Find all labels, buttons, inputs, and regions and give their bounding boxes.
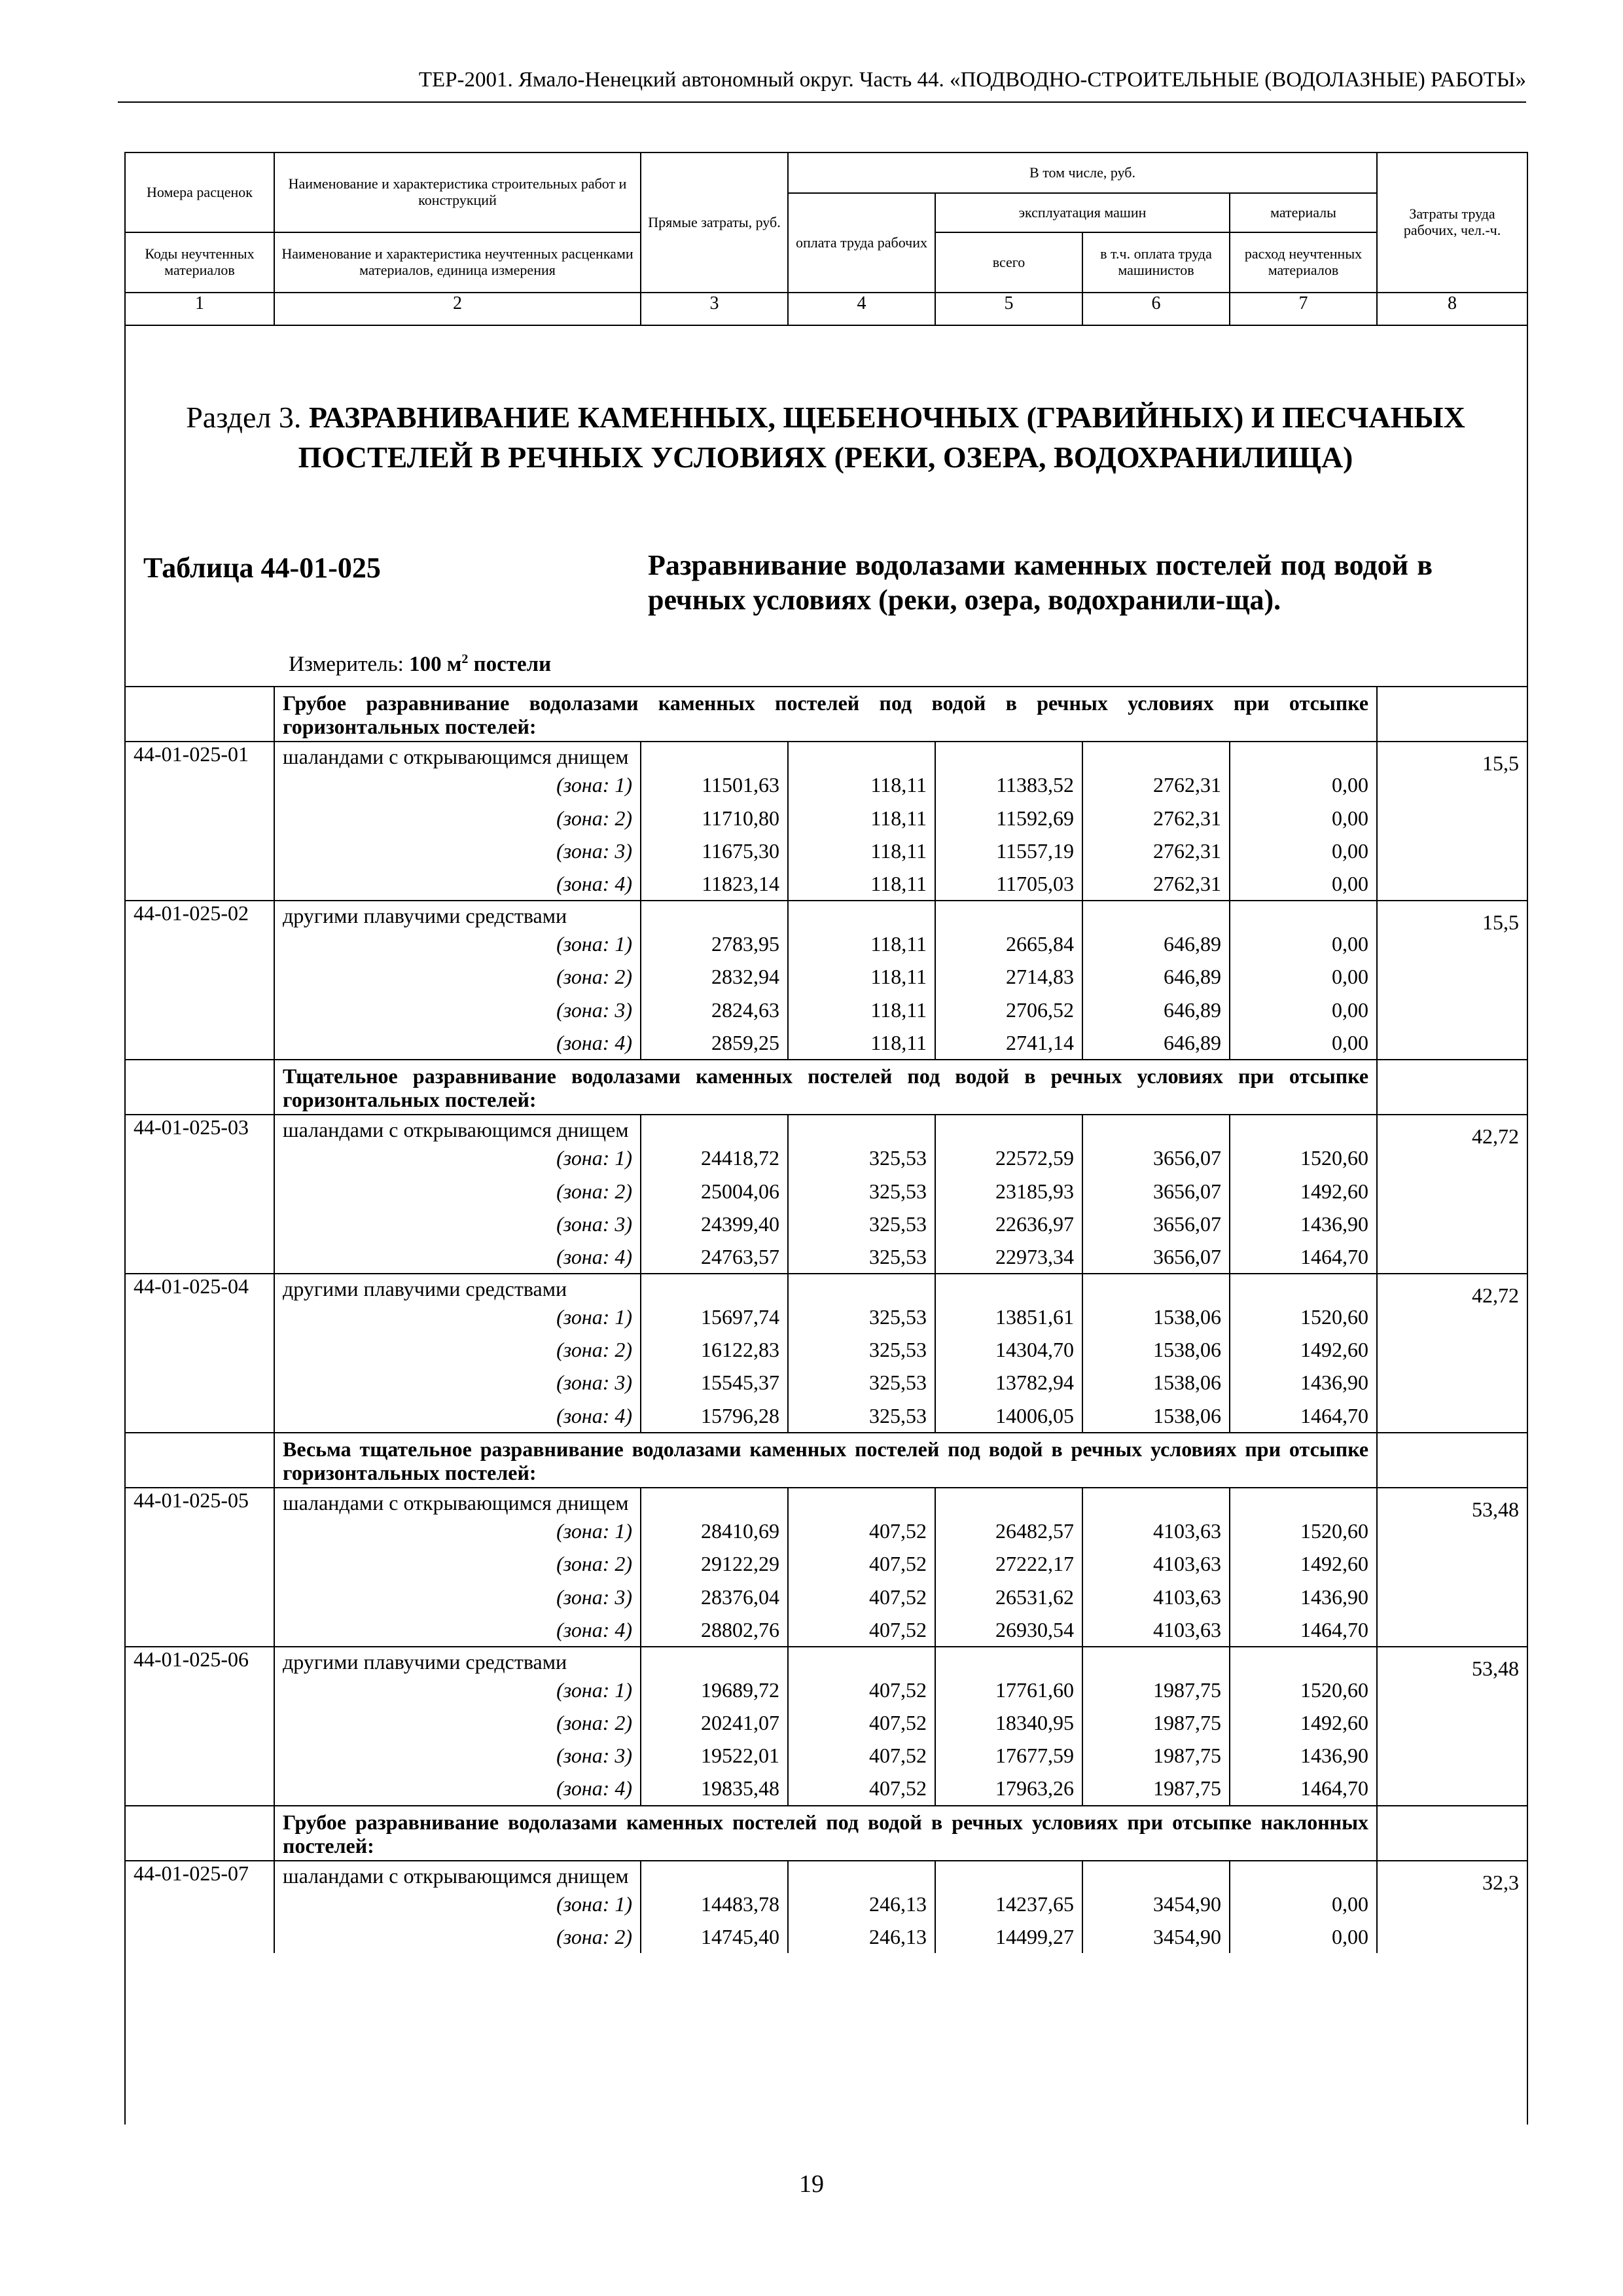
cell — [788, 1488, 935, 1515]
header-materials: материалы — [1230, 193, 1377, 232]
zone-row — [125, 1888, 1527, 1920]
zone-label: (зона: 4) — [274, 1240, 641, 1274]
materials: 0,00 — [1230, 1920, 1377, 1953]
materials: 0,00 — [1230, 802, 1377, 834]
cell — [641, 1488, 788, 1515]
worker-wages: 325,53 — [788, 1333, 935, 1366]
machines-total: 17761,60 — [935, 1674, 1082, 1706]
cell — [788, 1861, 935, 1888]
cell — [935, 1488, 1082, 1515]
machinist-wages: 2762,31 — [1082, 867, 1230, 901]
header-codes-bottom: Коды неучтенных материалов — [125, 232, 274, 293]
direct-costs: 24418,72 — [641, 1141, 788, 1174]
cell — [935, 1115, 1082, 1141]
column-number: 6 — [1082, 293, 1230, 325]
direct-costs: 14483,78 — [641, 1888, 788, 1920]
table-column-header — [124, 152, 1528, 326]
zone-label: (зона: 2) — [274, 960, 641, 993]
zone-row — [125, 1581, 1527, 1613]
zone-label: (зона: 1) — [274, 927, 641, 960]
page-number: 19 — [799, 2170, 824, 2198]
machines-total: 22973,34 — [935, 1240, 1082, 1274]
header-direct-costs: Прямые затраты, руб. — [641, 152, 788, 293]
machines-total: 18340,95 — [935, 1706, 1082, 1739]
rate-name: другими плавучими средствами — [274, 1274, 641, 1300]
zone-label: (зона: 2) — [274, 1706, 641, 1739]
zone-row — [125, 1772, 1527, 1805]
rate-name: другими плавучими средствами — [274, 901, 641, 927]
machinist-wages: 3656,07 — [1082, 1240, 1230, 1274]
machinist-wages: 4103,63 — [1082, 1515, 1230, 1547]
header-labor: Затраты труда рабочих, чел.-ч. — [1377, 152, 1527, 293]
section-title: РАЗРАВНИВАНИЕ КАМЕННЫХ, ЩЕБЕНОЧНЫХ (ГРАВИЙНЫХ) И ПЕСЧАНЫХ ПОСТЕЛЕЙ В РЕЧНЫХ УСЛОВИЯХ (РЕКИ, ОЗЕРА, ВОДОХРАНИЛИЩА) — [298, 401, 1465, 474]
machines-total: 11557,19 — [935, 834, 1082, 867]
header-codes-top: Номера расценок — [125, 152, 274, 232]
direct-costs: 29122,29 — [641, 1547, 788, 1580]
machinist-wages: 1538,06 — [1082, 1399, 1230, 1433]
cell — [1377, 1060, 1527, 1115]
zone-label: (зона: 1) — [274, 1674, 641, 1706]
machines-total: 17677,59 — [935, 1739, 1082, 1772]
group-heading-row — [125, 687, 1527, 742]
cell — [935, 1861, 1082, 1888]
zone-row — [125, 1515, 1527, 1547]
header-name-top: Наименование и характеристика строительных работ и конструкций — [274, 152, 641, 232]
cell — [788, 901, 935, 927]
direct-costs: 25004,06 — [641, 1175, 788, 1208]
cell — [1230, 1647, 1377, 1674]
cell — [1377, 1806, 1527, 1861]
worker-wages: 118,11 — [788, 994, 935, 1026]
machines-total: 22572,59 — [935, 1141, 1082, 1174]
worker-wages: 246,13 — [788, 1920, 935, 1953]
labor-cost: 15,5 — [1377, 742, 1527, 901]
machines-total: 26482,57 — [935, 1515, 1082, 1547]
measure-value: 100 $м^2$ постели — [409, 652, 552, 676]
machines-total: 14499,27 — [935, 1920, 1082, 1953]
worker-wages: 118,11 — [788, 834, 935, 867]
header-unaccounted-materials: расход неучтенных материалов — [1230, 232, 1377, 293]
machines-total: 23185,93 — [935, 1175, 1082, 1208]
header-name-bottom: Наименование и характеристика неучтенных расценками материалов, единица измерения — [274, 232, 641, 293]
rate-code: 44-01-025-06 — [125, 1647, 274, 1806]
rate-name: шаландами с открывающимся днищем — [274, 1861, 641, 1888]
zone-row — [125, 1399, 1527, 1433]
cell — [641, 742, 788, 768]
direct-costs: 16122,83 — [641, 1333, 788, 1366]
section-heading — [124, 398, 1527, 477]
materials: 0,00 — [1230, 768, 1377, 801]
materials: 1464,70 — [1230, 1613, 1377, 1647]
group-heading-row — [125, 1060, 1527, 1115]
zone-row — [125, 927, 1527, 960]
cell — [1230, 742, 1377, 768]
cell — [935, 742, 1082, 768]
zone-row — [125, 1706, 1527, 1739]
header-wages: оплата труда рабочих — [788, 193, 935, 293]
rate-code: 44-01-025-01 — [125, 742, 274, 901]
zone-row — [125, 1175, 1527, 1208]
zone-label: (зона: 4) — [274, 867, 641, 901]
column-number: 8 — [1377, 293, 1527, 325]
materials: 1520,60 — [1230, 1141, 1377, 1174]
materials: 0,00 — [1230, 1888, 1377, 1920]
worker-wages: 407,52 — [788, 1547, 935, 1580]
zone-row — [125, 768, 1527, 801]
cell — [125, 687, 274, 742]
column-number: 1 — [125, 293, 274, 325]
machinist-wages: 1987,75 — [1082, 1739, 1230, 1772]
machines-total: 2665,84 — [935, 927, 1082, 960]
direct-costs: 11710,80 — [641, 802, 788, 834]
machines-total: 11383,52 — [935, 768, 1082, 801]
materials: 1464,70 — [1230, 1399, 1377, 1433]
materials: 1492,60 — [1230, 1333, 1377, 1366]
worker-wages: 407,52 — [788, 1613, 935, 1647]
machines-total: 14304,70 — [935, 1333, 1082, 1366]
machines-total: 14237,65 — [935, 1888, 1082, 1920]
direct-costs: 15697,74 — [641, 1300, 788, 1333]
worker-wages: 118,11 — [788, 1026, 935, 1060]
labor-cost: 53,48 — [1377, 1488, 1527, 1647]
rate-row — [125, 1115, 1527, 1141]
column-numbers-row — [125, 293, 1527, 325]
cell — [1377, 687, 1527, 742]
machinist-wages: 646,89 — [1082, 1026, 1230, 1060]
machinist-wages: 1538,06 — [1082, 1333, 1230, 1366]
worker-wages: 325,53 — [788, 1300, 935, 1333]
cell — [1082, 1274, 1230, 1300]
machinist-wages: 646,89 — [1082, 960, 1230, 993]
rates-table — [124, 686, 1528, 1953]
materials: 1436,90 — [1230, 1739, 1377, 1772]
zone-label: (зона: 2) — [274, 802, 641, 834]
zone-label: (зона: 3) — [274, 1739, 641, 1772]
cell — [1082, 1647, 1230, 1674]
zone-row — [125, 1674, 1527, 1706]
labor-cost: 32,3 — [1377, 1861, 1527, 1953]
machines-total: 2741,14 — [935, 1026, 1082, 1060]
zone-row — [125, 1300, 1527, 1333]
zone-label: (зона: 3) — [274, 1581, 641, 1613]
rate-row — [125, 1488, 1527, 1515]
worker-wages: 118,11 — [788, 768, 935, 801]
machinist-wages: 3656,07 — [1082, 1141, 1230, 1174]
cell — [1082, 1861, 1230, 1888]
header-machines-total: всего — [935, 232, 1082, 293]
column-number: 5 — [935, 293, 1082, 325]
zone-label: (зона: 4) — [274, 1613, 641, 1647]
worker-wages: 325,53 — [788, 1366, 935, 1399]
group-title: Грубое разравнивание водолазами каменных постелей под водой в речных условиях при отсыпке наклонных постелей: — [274, 1806, 1377, 1861]
cell — [641, 1274, 788, 1300]
rate-row — [125, 742, 1527, 768]
direct-costs: 24399,40 — [641, 1208, 788, 1240]
cell — [125, 1060, 274, 1115]
direct-costs: 20241,07 — [641, 1706, 788, 1739]
materials: 0,00 — [1230, 834, 1377, 867]
column-number: 3 — [641, 293, 788, 325]
group-heading-row — [125, 1806, 1527, 1861]
table-number: Таблица 44-01-025 — [143, 552, 381, 584]
zone-label: (зона: 4) — [274, 1026, 641, 1060]
cell — [1230, 1115, 1377, 1141]
table-title: Разравнивание водолазами каменных постелей под водой в речных условиях (реки, озера, водохранили-ща). — [648, 549, 1433, 616]
zone-row — [125, 1920, 1527, 1953]
measure-superscript: 2 — [461, 652, 469, 666]
group-title: Весьма тщательное разравнивание водолазами каменных постелей под водой в речных условиях при отсыпке горизонтальных постелей: — [274, 1433, 1377, 1488]
machinist-wages: 3656,07 — [1082, 1208, 1230, 1240]
zone-label: (зона: 1) — [274, 1141, 641, 1174]
worker-wages: 407,52 — [788, 1581, 935, 1613]
materials: 1464,70 — [1230, 1772, 1377, 1805]
cell — [935, 1274, 1082, 1300]
zone-row — [125, 960, 1527, 993]
worker-wages: 325,53 — [788, 1141, 935, 1174]
rate-row — [125, 901, 1527, 927]
cell — [641, 1861, 788, 1888]
rate-row — [125, 1861, 1527, 1888]
machines-total: 27222,17 — [935, 1547, 1082, 1580]
machines-total: 11705,03 — [935, 867, 1082, 901]
materials: 1436,90 — [1230, 1581, 1377, 1613]
machinist-wages: 3656,07 — [1082, 1175, 1230, 1208]
machinist-wages: 4103,63 — [1082, 1613, 1230, 1647]
cell — [641, 1115, 788, 1141]
cell — [125, 1433, 274, 1488]
rate-code: 44-01-025-02 — [125, 901, 274, 1060]
materials: 0,00 — [1230, 867, 1377, 901]
worker-wages: 325,53 — [788, 1175, 935, 1208]
rate-code: 44-01-025-07 — [125, 1861, 274, 1953]
measure-suffix: постели — [473, 653, 552, 676]
rate-row — [125, 1274, 1527, 1300]
materials: 0,00 — [1230, 960, 1377, 993]
cell — [788, 1274, 935, 1300]
machinist-wages: 1987,75 — [1082, 1674, 1230, 1706]
direct-costs: 2824,63 — [641, 994, 788, 1026]
direct-costs: 28802,76 — [641, 1613, 788, 1647]
zone-label: (зона: 2) — [274, 1333, 641, 1366]
materials: 1520,60 — [1230, 1515, 1377, 1547]
zone-row — [125, 994, 1527, 1026]
materials: 0,00 — [1230, 994, 1377, 1026]
direct-costs: 15796,28 — [641, 1399, 788, 1433]
rate-code: 44-01-025-04 — [125, 1274, 274, 1433]
cell — [1082, 1488, 1230, 1515]
zone-label: (зона: 2) — [274, 1175, 641, 1208]
machinist-wages: 4103,63 — [1082, 1547, 1230, 1580]
materials: 1492,60 — [1230, 1547, 1377, 1580]
machinist-wages: 1538,06 — [1082, 1300, 1230, 1333]
worker-wages: 118,11 — [788, 960, 935, 993]
worker-wages: 325,53 — [788, 1208, 935, 1240]
header-machinist-wages: в т.ч. оплата труда машинистов — [1082, 232, 1230, 293]
group-title: Грубое разравнивание водолазами каменных постелей под водой в речных условиях при отсыпке горизонтальных постелей: — [274, 687, 1377, 742]
zone-label: (зона: 4) — [274, 1399, 641, 1433]
group-title: Тщательное разравнивание водолазами каменных постелей под водой в речных условиях при отсыпке горизонтальных постелей: — [274, 1060, 1377, 1115]
zone-label: (зона: 3) — [274, 834, 641, 867]
machines-total: 17963,26 — [935, 1772, 1082, 1805]
zone-label: (зона: 2) — [274, 1547, 641, 1580]
machines-total: 13782,94 — [935, 1366, 1082, 1399]
worker-wages: 407,52 — [788, 1706, 935, 1739]
materials: 1464,70 — [1230, 1240, 1377, 1274]
rate-code: 44-01-025-05 — [125, 1488, 274, 1647]
rate-name: шаландами с открывающимся днищем — [274, 1488, 641, 1515]
materials: 0,00 — [1230, 927, 1377, 960]
running-header: ТЕР-2001. Ямало-Ненецкий автономный округ. Часть 44. «ПОДВОДНО-СТРОИТЕЛЬНЫЕ (ВОДОЛАЗНЫЕ) РАБОТЫ» — [118, 68, 1526, 103]
worker-wages: 325,53 — [788, 1240, 935, 1274]
cell — [788, 1115, 935, 1141]
zone-row — [125, 1240, 1527, 1274]
cell — [1377, 1433, 1527, 1488]
group-heading-row — [125, 1433, 1527, 1488]
worker-wages: 118,11 — [788, 927, 935, 960]
cell — [641, 901, 788, 927]
machinist-wages: 646,89 — [1082, 927, 1230, 960]
direct-costs: 11501,63 — [641, 768, 788, 801]
zone-label: (зона: 3) — [274, 994, 641, 1026]
machinist-wages: 3454,90 — [1082, 1920, 1230, 1953]
machines-total: 26531,62 — [935, 1581, 1082, 1613]
zone-row — [125, 802, 1527, 834]
header-including: В том числе, руб. — [788, 152, 1377, 193]
zone-row — [125, 1026, 1527, 1060]
cell — [1230, 1274, 1377, 1300]
direct-costs: 15545,37 — [641, 1366, 788, 1399]
machines-total: 2714,83 — [935, 960, 1082, 993]
cell — [1082, 1115, 1230, 1141]
zone-label: (зона: 3) — [274, 1366, 641, 1399]
machines-total: 13851,61 — [935, 1300, 1082, 1333]
zone-row — [125, 1141, 1527, 1174]
direct-costs: 2859,25 — [641, 1026, 788, 1060]
machinist-wages: 1987,75 — [1082, 1706, 1230, 1739]
zone-row — [125, 867, 1527, 901]
zone-label: (зона: 3) — [274, 1208, 641, 1240]
cell — [788, 742, 935, 768]
worker-wages: 325,53 — [788, 1399, 935, 1433]
cell — [935, 901, 1082, 927]
cell — [641, 1647, 788, 1674]
worker-wages: 407,52 — [788, 1515, 935, 1547]
direct-costs: 2783,95 — [641, 927, 788, 960]
worker-wages: 407,52 — [788, 1739, 935, 1772]
cell — [1230, 901, 1377, 927]
materials: 1492,60 — [1230, 1706, 1377, 1739]
cell — [1082, 901, 1230, 927]
machinist-wages: 2762,31 — [1082, 834, 1230, 867]
zone-label: (зона: 1) — [274, 1515, 641, 1547]
machines-total: 2706,52 — [935, 994, 1082, 1026]
cell — [788, 1647, 935, 1674]
direct-costs: 19522,01 — [641, 1739, 788, 1772]
zone-label: (зона: 1) — [274, 768, 641, 801]
machinist-wages: 646,89 — [1082, 994, 1230, 1026]
zone-row — [125, 1208, 1527, 1240]
worker-wages: 407,52 — [788, 1772, 935, 1805]
machinist-wages: 1538,06 — [1082, 1366, 1230, 1399]
cell — [1082, 742, 1230, 768]
measure-line — [289, 652, 551, 677]
materials: 1436,90 — [1230, 1208, 1377, 1240]
materials: 1436,90 — [1230, 1366, 1377, 1399]
materials: 1520,60 — [1230, 1300, 1377, 1333]
direct-costs: 24763,57 — [641, 1240, 788, 1274]
labor-cost: 53,48 — [1377, 1647, 1527, 1806]
zone-label: (зона: 1) — [274, 1300, 641, 1333]
machinist-wages: 4103,63 — [1082, 1581, 1230, 1613]
worker-wages: 118,11 — [788, 802, 935, 834]
zone-label: (зона: 4) — [274, 1772, 641, 1805]
direct-costs: 2832,94 — [641, 960, 788, 993]
machines-total: 14006,05 — [935, 1399, 1082, 1433]
zone-label: (зона: 2) — [274, 1920, 641, 1953]
section-prefix: Раздел 3. — [186, 401, 302, 434]
cell — [935, 1647, 1082, 1674]
column-number: 2 — [274, 293, 641, 325]
labor-cost: 42,72 — [1377, 1115, 1527, 1274]
machinist-wages: 3454,90 — [1082, 1888, 1230, 1920]
zone-label: (зона: 1) — [274, 1888, 641, 1920]
materials: 1492,60 — [1230, 1175, 1377, 1208]
worker-wages: 246,13 — [788, 1888, 935, 1920]
column-number: 4 — [788, 293, 935, 325]
machinist-wages: 1987,75 — [1082, 1772, 1230, 1805]
column-number: 7 — [1230, 293, 1377, 325]
direct-costs: 14745,40 — [641, 1920, 788, 1953]
machinist-wages: 2762,31 — [1082, 768, 1230, 801]
zone-row — [125, 1739, 1527, 1772]
machines-total: 11592,69 — [935, 802, 1082, 834]
worker-wages: 118,11 — [788, 867, 935, 901]
rate-row — [125, 1647, 1527, 1674]
direct-costs: 11675,30 — [641, 834, 788, 867]
zone-row — [125, 1366, 1527, 1399]
worker-wages: 407,52 — [788, 1674, 935, 1706]
machinist-wages: 2762,31 — [1082, 802, 1230, 834]
labor-cost: 15,5 — [1377, 901, 1527, 1060]
rate-name: другими плавучими средствами — [274, 1647, 641, 1674]
zone-row — [125, 1613, 1527, 1647]
cell — [125, 1806, 274, 1861]
rate-name: шаландами с открывающимся днищем — [274, 742, 641, 768]
materials: 0,00 — [1230, 1026, 1377, 1060]
direct-costs: 28410,69 — [641, 1515, 788, 1547]
cell — [1230, 1488, 1377, 1515]
rate-name: шаландами с открывающимся днищем — [274, 1115, 641, 1141]
direct-costs: 11823,14 — [641, 867, 788, 901]
labor-cost: 42,72 — [1377, 1274, 1527, 1433]
direct-costs: 19689,72 — [641, 1674, 788, 1706]
zone-row — [125, 1547, 1527, 1580]
direct-costs: 19835,48 — [641, 1772, 788, 1805]
measure-label: Измеритель: — [289, 653, 404, 676]
header-machines: эксплуатация машин — [935, 193, 1230, 232]
cell — [1230, 1861, 1377, 1888]
rate-code: 44-01-025-03 — [125, 1115, 274, 1274]
zone-row — [125, 1333, 1527, 1366]
direct-costs: 28376,04 — [641, 1581, 788, 1613]
materials: 1520,60 — [1230, 1674, 1377, 1706]
machines-total: 22636,97 — [935, 1208, 1082, 1240]
zone-row — [125, 834, 1527, 867]
machines-total: 26930,54 — [935, 1613, 1082, 1647]
